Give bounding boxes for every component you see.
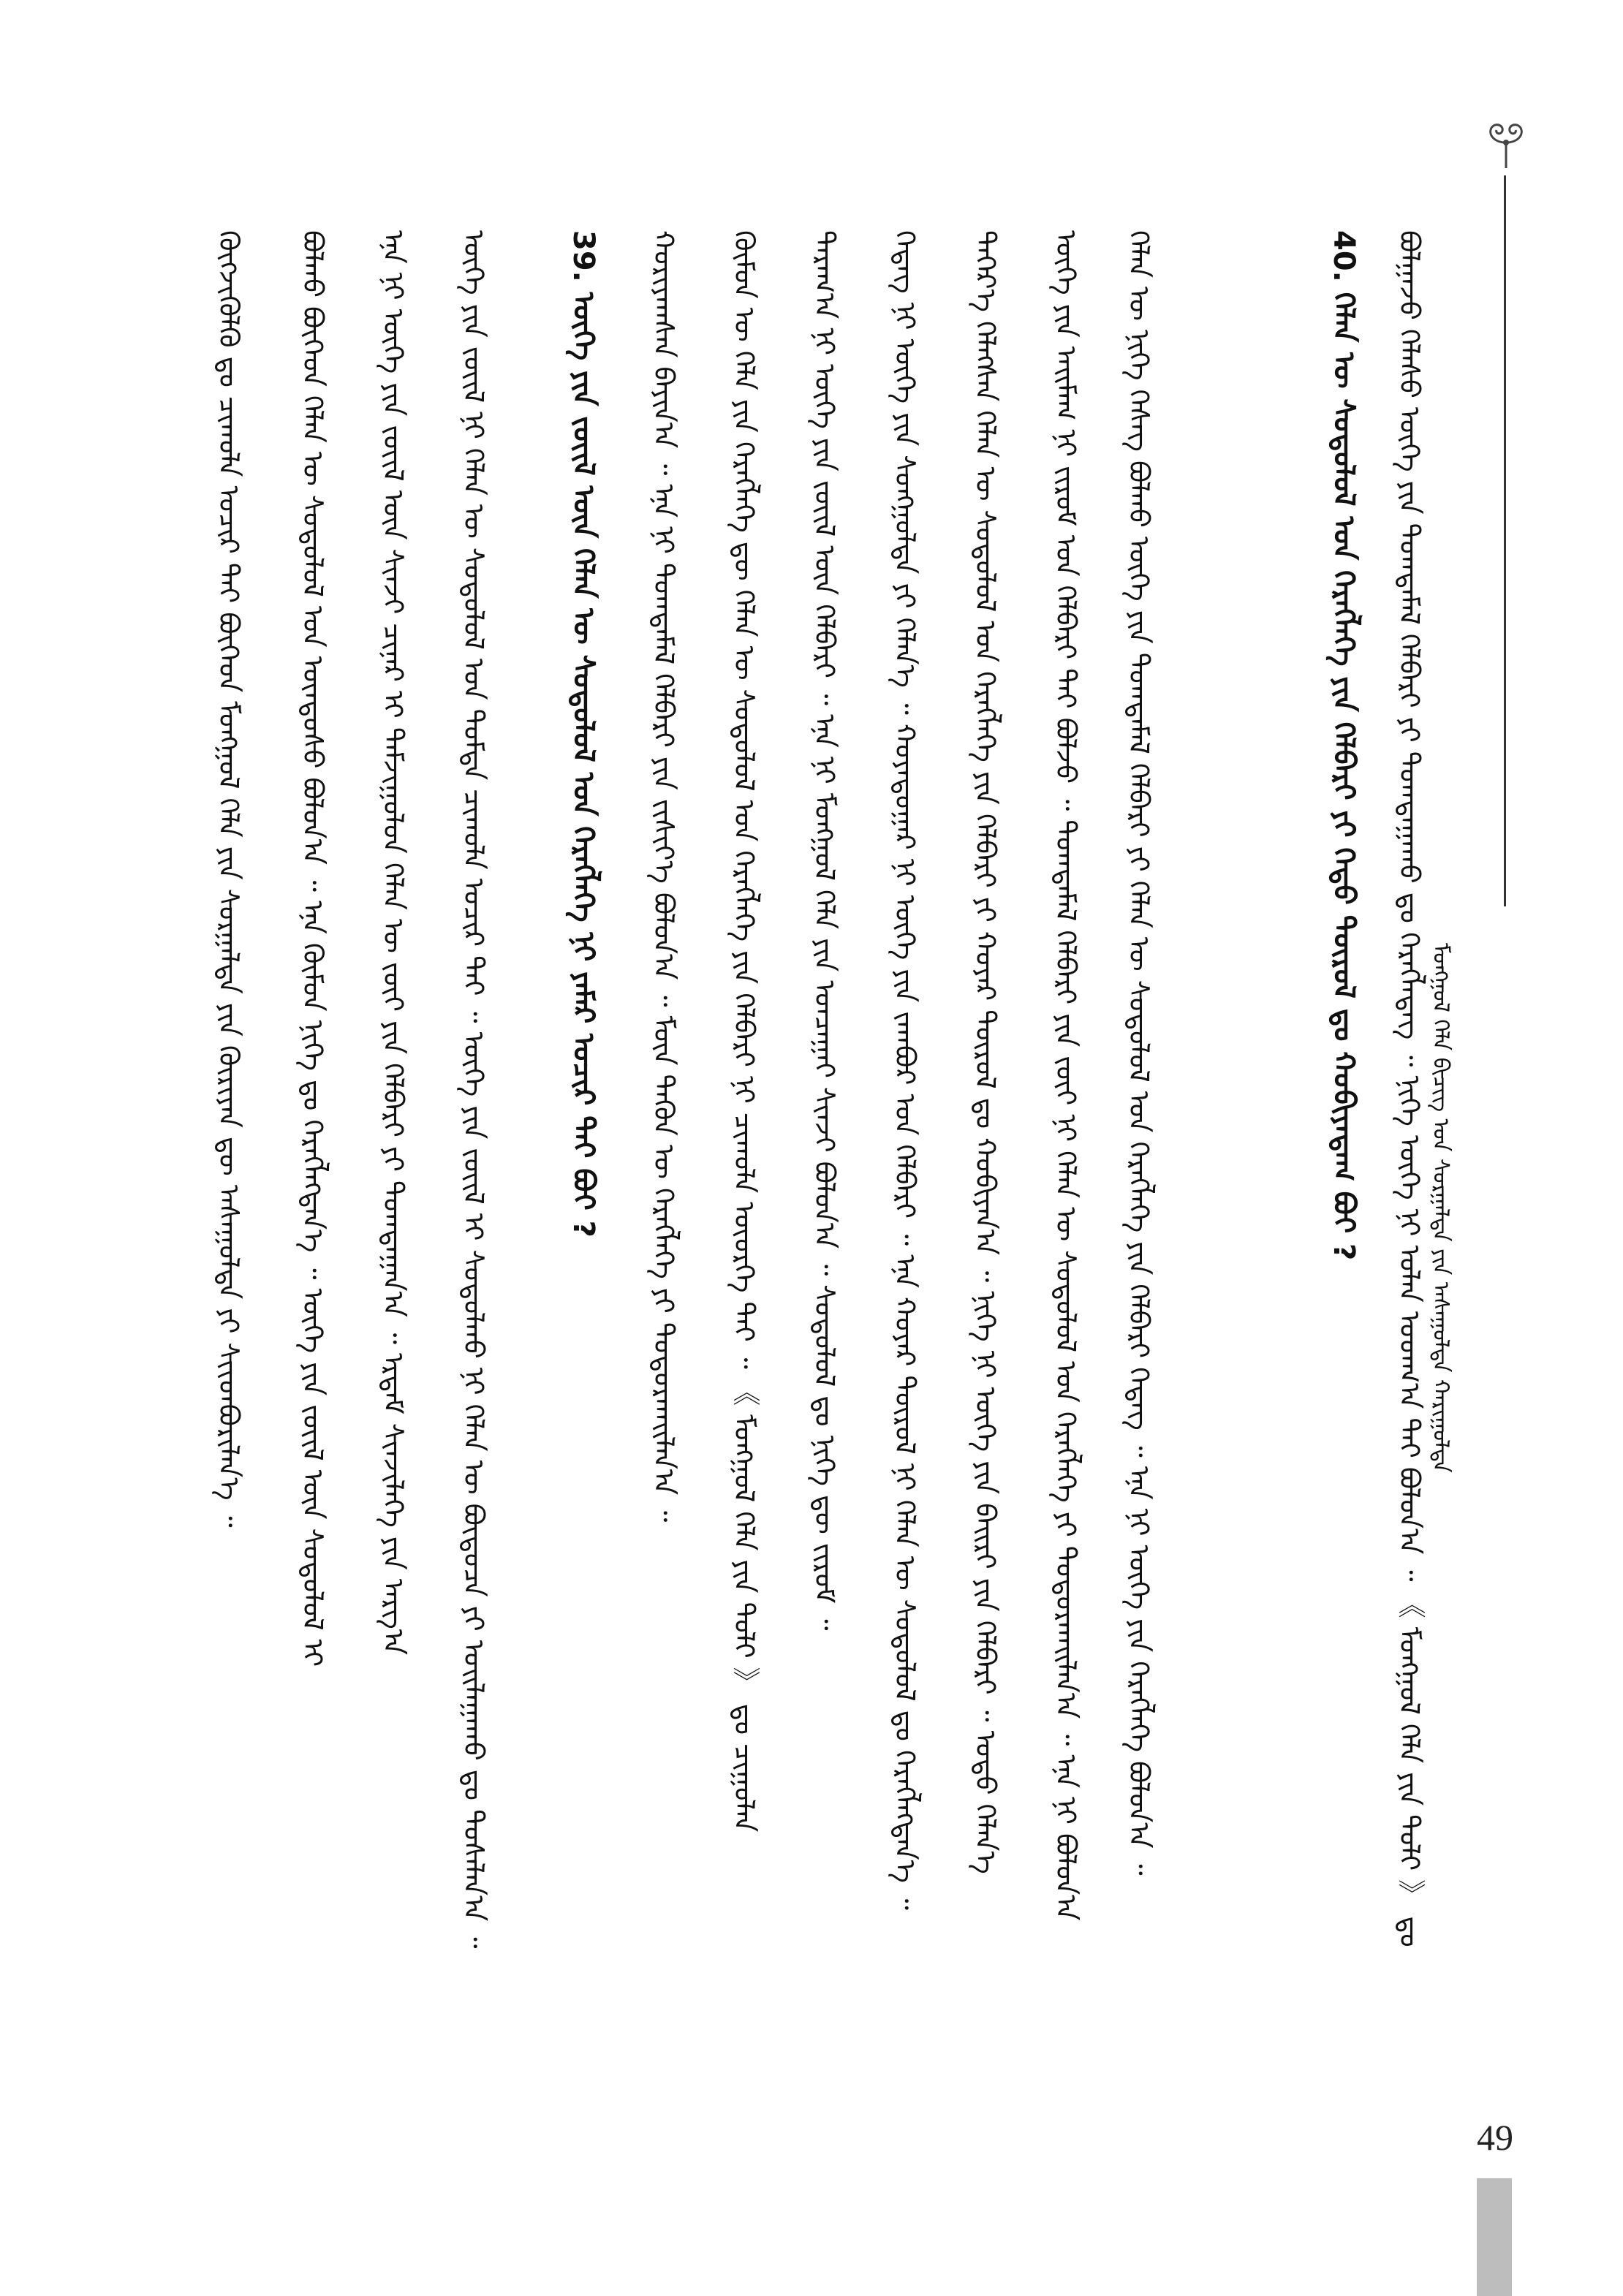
text-column: ᠦᠭᠡ ᠶᠢᠨ ᠵᠦᠢᠯ ᠨᠢ ᠬᠡᠯᠡᠨ ᠦ ᠰᠤᠳᠤᠯᠤᠯ ᠤᠨ ᠳᠤᠮᠳᠠ ᠴᠢᠬᠤᠯᠠ ᠤᠴᠢᠷ ᠲᠠᠢ ᠃ ᠦᠭᠡ ᠶᠢᠨ ᠵᠦᠢᠯ ᠢ ᠰᠤᠳᠤᠯᠬᠤ ᠨᠢ ᠬᠡᠯᠡᠨ ᠦ ᠪᠦᠲᠦᠴᠡ ᠶᠢ ᠣᠢᠯᠠᠭᠠᠬᠤ ᠳᠤ ᠲᠤᠰᠠᠯᠠᠨ᠎ᠠ ᠃ xyxy=(458,230,490,1949)
text-column: ᠭᠡᠳᠡᠭ ᠨᠢ ᠦᠭᠡ ᠶᠢᠨ ᠰᠣᠩᠭᠣᠯᠲᠠ ᠶᠢ ᠬᠡᠯᠡᠨ᠎ᠡ ᠃ ᠬᠣᠶᠠᠳᠤᠭᠠᠷ ᠨᠢ ᠦᠭᠡ ᠶᠢᠨ ᠵᠠᠭᠪᠤᠷ ᠤᠨ ᠬᠡᠯᠪᠡᠷᠢ ᠃ ᠡᠨᠡ ᠬᠣᠶᠠᠷ ᠲᠥᠷᠦᠯ ᠨᠢ ᠬᠡᠯᠡᠨ ᠦ ᠰᠤᠳᠤᠯᠤᠯ ᠳᠤ ᠬᠡᠷᠡᠭᠯᠡᠭᠳᠡᠨ᠎ᠡ ᠃ xyxy=(889,230,921,1911)
text-column: ᠬᠦᠭᠵᠢᠭᠦᠯᠬᠦ ᠳᠤ ᠴᠢᠬᠤᠯᠠ ᠤᠴᠢᠷ ᠲᠠᠢ ᠪᠥᠭᠡᠳ ᠮᠣᠩᠭᠣᠯ ᠬᠡᠯᠡ ᠶᠢᠨ ᠰᠤᠷᠭᠠᠯᠲᠠ ᠶᠢᠨ ᠬᠦᠷᠢᠶᠡᠨ ᠳᠦ ᠠᠰᠠᠭᠤᠯᠲᠠ ᠶᠢ ᠰᠢᠢᠳᠪᠦᠷᠢᠯᠡᠨ᠎ᠡ ᠃ xyxy=(213,230,245,1528)
text-column: ᠳᠠᠷᠠᠭ᠎ᠠ ᠨᠢ ᠦᠭᠡ ᠶᠢᠨ ᠵᠦᠢᠯ ᠦᠨ ᠬᠡᠯᠪᠡᠷᠢ ᠃ ᠡᠨᠡ ᠨᠢ ᠮᠣᠩᠭᠣᠯ ᠬᠡᠯᠡ ᠶᠢᠨ ᠤᠨᠴᠠᠭᠠᠢ ᠰᠢᠨᠵᠢ ᠪᠣᠯᠤᠨ᠎ᠠ ᠃ ᠰᠤᠳᠤᠯᠤᠯ ᠳᠤ ᠨᠢᠭᠡ ᠳᠦ ᠵᠢᠷᠤᠮ ᠃ xyxy=(809,230,841,1631)
running-head: ᠮᠣᠩᠭᠣᠯ ᠬᠡᠯᠡ ᠪᠢᠴᠢᠭ ᠤᠨ ᠰᠤᠷᠭᠠᠯᠲᠠ ᠶᠢᠨ ᠠᠰᠠᠭᠤᠯᠲᠠ ᠬᠠᠷᠢᠭᠤᠯᠲᠠ xyxy=(1428,943,1453,1473)
question-heading: 40. ᠬᠡᠯᠡᠨ ᠦ ᠰᠤᠳᠤᠯᠤᠯ ᠤᠨ ᠬᠡᠷᠡᠭᠯᠡᠭᠡ ᠶᠢᠨ ᠬᠡᠯᠪᠡᠷᠢ ᠶᠢ ᠬᠡᠳᠦ ᠲᠥᠷᠦᠯ ᠳᠤ ᠬᠤᠪᠢᠶᠠᠳᠠᠭ ᠪᠤᠢ ? xyxy=(1327,230,1361,1261)
text-column: ᠪᠣᠯᠭᠠᠵᠤ ᠬᠡᠯᠡᠰᠦ ᠦᠭᠡ ᠶᠢᠨ ᠲᠣᠭᠲᠠᠮᠠᠯ ᠬᠡᠯᠪᠡᠷᠢ ᠶᠢ ᠲᠣᠭᠲᠠᠭᠠᠬᠤ ᠳᠤ ᠬᠡᠷᠡᠭᠯᠡᠳᠡᠭ ᠃ ᠨᠢᠭᠡ ᠦᠭᠡ ᠨᠢ ᠣᠯᠠᠨ ᠤᠳᠬ᠎ᠠ ᠲᠠᠢ ᠪᠣᠯᠤᠨ᠎ᠠ ᠃ 《 ᠮᠣᠩᠭᠣᠯ ᠬᠡᠯᠡ ᠶᠢᠨ ᠲᠣᠯᠢ 》 ᠳᠤ xyxy=(1393,230,1426,1947)
text-column: ᠪᠣᠯᠬᠤ ᠪᠥᠭᠡᠳ ᠬᠡᠯᠡᠨ ᠦ ᠰᠤᠳᠤᠯᠤᠯ ᠤᠨ ᠦᠨᠳᠦᠰᠦ ᠪᠣᠯᠤᠨ᠎ᠠ ᠃ ᠡᠨᠡ ᠬᠥᠮᠥᠨ ᠨᠢᠭᠡ ᠳᠤ ᠬᠡᠷᠡᠭᠯᠡᠭᠳᠡᠨ᠎ᠡ ᠃ ᠦᠭᠡ ᠶᠢᠨ ᠵᠦᠢᠯ ᠦᠨ ᠰᠤᠳᠤᠯᠤᠯ ᠢ xyxy=(297,230,329,1667)
text-column: ᠳᠡᠭᠡᠷ᠎ᠡ ᠬᠡᠯᠡᠭᠰᠡᠨ ᠬᠡᠯᠡᠨ ᠦ ᠰᠤᠳᠤᠯᠤᠯ ᠤᠨ ᠬᠡᠷᠡᠭᠯᠡᠭᠡ ᠶᠢᠨ ᠬᠡᠯᠪᠡᠷᠢ ᠶᠢ ᠬᠣᠶᠠᠷ ᠲᠥᠷᠦᠯ ᠳᠤ ᠬᠤᠪᠢᠶᠠᠨ᠎ᠠ ᠃ ᠨᠢᠭᠡ ᠨᠢ ᠦᠭᠡ ᠶᠢᠨ ᠪᠠᠢᠷᠢ ᠶᠢᠨ ᠬᠡᠯᠪᠡᠷᠢ ᠃ ᠣᠳᠣ ᠬᠡᠯᠡᠨ᠎ᠡ xyxy=(969,230,1002,1874)
header-rule xyxy=(1504,175,1506,906)
scroll-flourish-icon xyxy=(1473,121,1539,172)
text-column: ᠬᠣᠷᠢᠶᠠᠭᠰᠠᠨ ᠪᠠᠶᠢᠨ᠎ᠠ ᠃ ᠡᠨᠡ ᠨᠢ ᠲᠣᠭᠲᠠᠮᠠᠯ ᠬᠡᠯᠪᠡᠷᠢ ᠶᠢᠨ ᠵᠢᠱᠢᠶ᠎ᠡ ᠪᠣᠯᠤᠨ᠎ᠠ ᠃ ᠮᠥᠨ ᠲᠡᠭᠦᠨ ᠦ ᠬᠡᠷᠡᠭᠯᠡᠭᠡ ᠶᠢ ᠲᠣᠳᠣᠷᠬᠠᠢᠯᠠᠨ᠎ᠠ ᠃ xyxy=(648,230,680,1523)
page-number: 49 xyxy=(1477,2117,1513,2158)
text-column: ᠬᠡᠯᠡᠨ ᠦ ᠨᠢᠭᠡ ᠬᠡᠰᠡᠭ ᠪᠣᠯᠬᠤ ᠦᠭᠡ ᠶᠢᠨ ᠲᠣᠭᠲᠠᠮᠠᠯ ᠬᠡᠯᠪᠡᠷᠢ ᠶᠢ ᠬᠡᠯᠡᠨ ᠦ ᠰᠤᠳᠤᠯᠤᠯ ᠤᠨ ᠬᠡᠷᠡᠭᠯᠡᠭᠡ ᠶᠢᠨ ᠬᠡᠯᠪᠡᠷᠢ ᠭᠡᠳᠡᠭ ᠃ ᠡᠨᠡ ᠨᠢ ᠦᠭᠡ ᠶᠢᠨ ᠬᠡᠷᠡᠭᠯᠡᠭᠡ ᠪᠣᠯᠤᠨ᠎ᠠ ᠃ xyxy=(1123,230,1155,1876)
text-column: ᠬᠦᠮᠦᠨ ᠦ ᠬᠡᠯᠡ ᠶᠢᠨ ᠬᠡᠷᠡᠭᠯᠡᠭᠡ ᠳᠦ ᠬᠡᠯᠡᠨ ᠦ ᠰᠤᠳᠤᠯᠤᠯ ᠤᠨ ᠬᠡᠷᠡᠭᠯᠡᠭᠡ ᠶᠢᠨ ᠬᠡᠯᠪᠡᠷᠢ ᠨᠢ ᠴᠢᠬᠤᠯᠠ ᠦᠦᠷᠭᠡ ᠲᠠᠢ ᠃ 《 ᠮᠣᠩᠭᠣᠯ ᠬᠡᠯᠡ ᠶᠢᠨ ᠲᠣᠯᠢ 》 ᠳᠤ ᠴᠢᠭᠤᠯᠠᠨ xyxy=(728,230,760,1833)
question-heading: 39. ᠦᠭᠡ ᠶᠢᠨ ᠵᠦᠢᠯ ᠦᠨ ᠬᠡᠯᠡᠨ ᠦ ᠰᠤᠳᠤᠯᠤᠯ ᠤᠨ ᠬᠡᠷᠡᠭᠯᠡᠭᠡ ᠨᠢ ᠶᠠᠮᠠᠷ ᠤᠴᠢᠷ ᠲᠠᠢ ᠪᠤᠢ ? xyxy=(567,230,600,1238)
text-column: ᠡᠨᠡ ᠨᠢ ᠦᠭᠡ ᠶᠢᠨ ᠵᠦᠢᠯ ᠦᠨ ᠰᠢᠨᠵᠢ ᠴᠢᠨᠠᠷ ᠢ ᠳᠠᠮᠵᠢᠭᠤᠯᠤᠨ ᠬᠡᠯᠡᠨ ᠦ ᠵᠦᠢ ᠶᠢᠨ ᠬᠡᠯᠪᠡᠷᠢ ᠶᠢ ᠲᠣᠭᠲᠠᠭᠠᠨ᠎ᠠ ᠃ ᠡᠷᠳᠡᠮ ᠰᠢᠨᠵᠢᠯᠡᠭᠡ ᠶᠢᠨ ᠠᠷᠭ᠎ᠠ xyxy=(377,230,409,1656)
page-tab-bar xyxy=(1477,2178,1512,2296)
text-column: ᠦᠭᠡ ᠶᠢᠨ ᠠᠢᠮᠠᠭ ᠨᠢ ᠵᠢᠷᠤᠮ ᠤᠨ ᠬᠡᠯᠪᠡᠷᠢ ᠲᠠᠢ ᠪᠣᠯᠵᠤ ᠃ ᠲᠣᠭᠲᠠᠮᠠᠯ ᠬᠡᠯᠪᠡᠷᠢ ᠶᠢᠨ ᠵᠦᠢ ᠨᠢ ᠬᠡᠯᠡᠨ ᠦ ᠰᠤᠳᠤᠯᠤᠯ ᠤᠨ ᠬᠡᠷᠡᠭᠯᠡᠭᠡ ᠶᠢ ᠲᠣᠳᠣᠷᠬᠠᠢᠯᠠᠨ᠎ᠠ ᠃ ᠡᠨᠡ ᠨᠢ ᠪᠣᠯᠤᠨ᠎ᠠ xyxy=(1050,230,1082,1921)
